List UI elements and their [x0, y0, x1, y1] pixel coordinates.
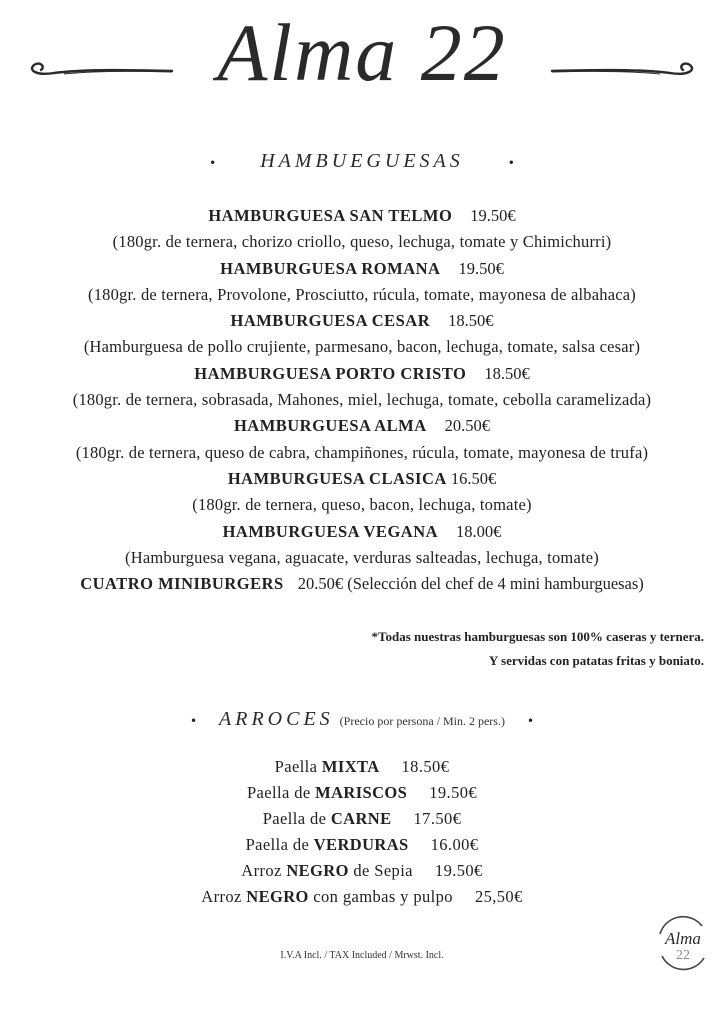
- item-price: 16.00€: [430, 835, 479, 854]
- item-prefix: Paella de: [246, 783, 316, 802]
- brand-mini-logo-icon: [650, 912, 716, 974]
- burger-list: [0, 203, 724, 597]
- item-name: MARISCOS: [315, 783, 408, 802]
- item-description: (180gr. de ternera, chorizo criollo, queso, lechuga, tomate y Chimichurri): [112, 232, 612, 252]
- bullet: •: [209, 155, 217, 170]
- bullet: •: [189, 713, 198, 728]
- item-name: HAMBURGUESA ROMANA: [220, 258, 441, 278]
- item-price: 19.50€: [429, 783, 478, 802]
- item-prefix: Arroz: [241, 861, 287, 880]
- item-suffix: de Sepia: [348, 861, 413, 880]
- burger-notes: [372, 625, 704, 673]
- rice-section-header: [0, 708, 724, 731]
- item-prefix: Paella: [274, 757, 322, 776]
- menu-item-name-row: [0, 203, 724, 229]
- item-description: (180gr. de ternera, Provolone, Prosciutto, rúcula, tomate, mayonesa de albahaca): [88, 284, 636, 304]
- tax-footer: I.V.A Incl. / TAX Included / Mrwst. Incl.: [280, 950, 444, 961]
- rice-item: [0, 858, 724, 884]
- item-price: 18.50€: [401, 757, 450, 776]
- item-name: HAMBURGUESA SAN TELMO: [208, 206, 453, 225]
- menu-item-name-row: [0, 256, 724, 282]
- item-name: CARNE: [330, 809, 392, 828]
- rice-list: [0, 754, 724, 910]
- item-name: NEGRO: [246, 887, 309, 906]
- item-name: VERDURAS: [313, 835, 409, 854]
- right-flourish-icon: [550, 58, 700, 84]
- item-prefix: Arroz: [201, 887, 247, 906]
- rice-item: [0, 754, 724, 780]
- item-name: NEGRO: [286, 861, 349, 880]
- item-price: 19.50€: [470, 206, 516, 225]
- item-description: (180gr. de ternera, sobrasada, Mahones, miel, lechuga, tomate, cebolla caramelizada): [72, 390, 652, 410]
- mini-logo-number: 22: [676, 948, 690, 963]
- item-price: 20.50€: [297, 574, 344, 594]
- item-price: 19.50€: [434, 861, 483, 880]
- note-line: Y servidas con patatas fritas y boniato.: [488, 653, 704, 668]
- menu-item-name-row: [0, 308, 724, 334]
- burgers-section-header: [0, 150, 724, 173]
- mini-logo-word: Alma: [665, 929, 701, 948]
- rice-item: [0, 806, 724, 832]
- burgers-section-title: HAMBUEGUESAS: [260, 150, 464, 172]
- rice-item: [0, 884, 724, 910]
- item-name: HAMBURGUESA PORTO CRISTO: [194, 363, 467, 383]
- item-price: 18.00€: [456, 521, 502, 541]
- item-price: 18.50€: [484, 363, 530, 383]
- item-name: HAMBURGUESA VEGANA: [222, 521, 439, 541]
- menu-item-name-row: [0, 361, 724, 387]
- brand-logo-text: Alma 22: [217, 7, 507, 98]
- item-price: 20.50€: [444, 416, 491, 436]
- item-suffix: con gambas y pulpo: [308, 887, 453, 906]
- rice-section-title: ARROCES: [219, 708, 334, 730]
- item-description: (Hamburguesa vegana, aguacate, verduras salteadas, lechuga, tomate): [125, 547, 599, 567]
- bullet: •: [507, 155, 515, 170]
- menu-item-name-row: [0, 413, 724, 439]
- item-price: 16.50€: [450, 468, 497, 488]
- rice-item: [0, 832, 724, 858]
- miniburgers-row: [0, 571, 724, 597]
- note-line: *Todas nuestras hamburguesas son 100% caseras y ternera.: [371, 629, 704, 644]
- item-name: HAMBURGUESA CESAR: [230, 311, 431, 331]
- item-prefix: Paella de: [262, 809, 331, 828]
- header-logo: [0, 0, 724, 130]
- item-name: HAMBURGUESA CLASICA: [227, 468, 447, 488]
- menu-item-name-row: [0, 519, 724, 545]
- rice-section-note: (Precio por persona / Min. 2 pers.): [339, 714, 505, 728]
- item-description: (180gr. de ternera, queso de cabra, champiñones, rúcula, tomate, mayonesa de trufa): [75, 442, 649, 462]
- item-price: 17.50€: [413, 809, 462, 828]
- menu-item-name-row: [0, 466, 724, 492]
- item-price: 25,50€: [474, 887, 523, 906]
- item-price: 18.50€: [448, 311, 494, 331]
- item-prefix: Paella de: [245, 835, 314, 854]
- item-description: (Selección del chef de 4 mini hamburguesas): [347, 574, 644, 594]
- item-price: 19.50€: [458, 258, 504, 278]
- item-description: (Hamburguesa de pollo crujiente, parmesano, bacon, lechuga, tomate, salsa cesar): [83, 337, 641, 357]
- item-name: MIXTA: [321, 757, 380, 776]
- item-name: CUATRO MINIBURGERS: [80, 574, 284, 594]
- item-name: HAMBURGUESA ALMA: [233, 416, 427, 436]
- bullet: •: [526, 713, 535, 728]
- rice-item: [0, 780, 724, 806]
- item-description: (180gr. de ternera, queso, bacon, lechuga, tomate): [192, 495, 532, 515]
